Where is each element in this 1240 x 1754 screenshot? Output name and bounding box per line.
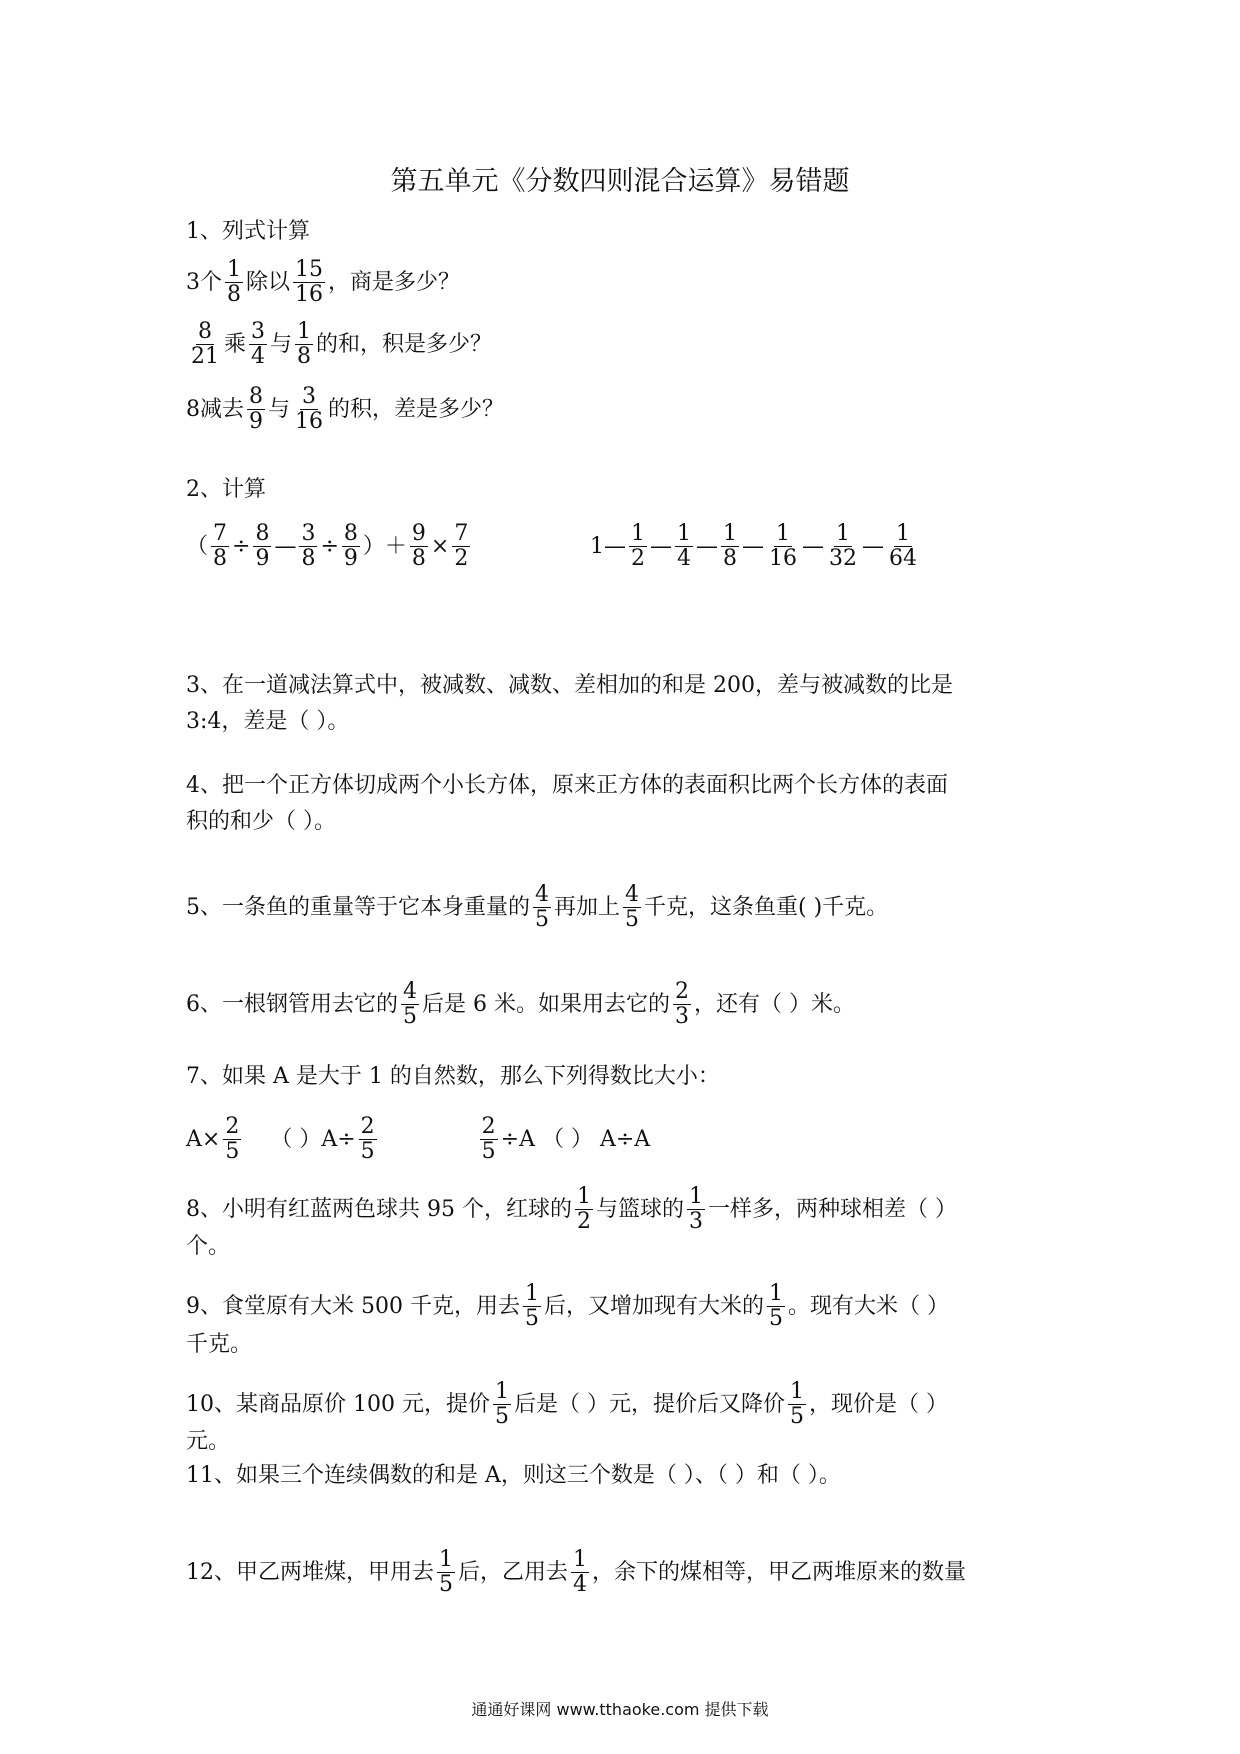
footer-source: 通通好课网 www.tthaoke.com 提供下载 [471, 1700, 769, 1719]
q12: 12、甲乙两堆煤，甲用去 $\frac{1}{5}$ 后，乙用去 $\frac{1}{4}$ ，余下的煤相等，甲乙两堆原来的数量 [186, 1547, 967, 1597]
q2-expression-2: 1— $\frac{1}{2}$ — $\frac{1}{4}$ — $\frac{1}{8}$ — $\frac{1}{16}$ — $\frac{1}{32}$ — $\frac{1}{64}$ [590, 521, 917, 571]
q6: 6、一根钢管用去它的 $\frac{4}{5}$ 后是 6 米。如果用去它的 $\frac{2}{3}$ ，还有（ ）米。 [186, 979, 855, 1029]
q1-item-c: 8减去 $\frac{8}{9}$ 与 $\frac{3}{16}$ 的积，差是多少？ [186, 384, 505, 434]
q1-item-b: $\frac{8}{21}$ 乘 $\frac{3}{4}$ 与 $\frac{1}{8}$ 的和，积是多少？ [191, 319, 493, 369]
fraction: $\frac{9}{8}$ [411, 521, 426, 571]
fraction: $\frac{1}{5}$ [439, 1547, 453, 1597]
fraction: $\frac{8}{9}$ [249, 384, 263, 434]
fraction: $\frac{1}{32}$ [829, 521, 857, 571]
q4-line-2: 积的和少（ ）。 [186, 809, 336, 834]
fraction: $\frac{3}{4}$ [251, 319, 266, 369]
q9-line-2: 千克。 [186, 1332, 253, 1357]
fraction: $\frac{1}{3}$ [689, 1184, 703, 1234]
fraction: $\frac{15}{16}$ [295, 257, 324, 307]
fraction: $\frac{8}{21}$ [191, 319, 219, 369]
fraction: $\frac{8}{9}$ [255, 521, 270, 571]
fraction: $\frac{7}{2}$ [454, 521, 469, 571]
q7-line-1: 7、如果 A 是大于 1 的自然数，那么下列得数比大小： [186, 1064, 720, 1089]
q4-line-1: 4、把一个正方体切成两个小长方体，原来正方体的表面积比两个长方体的表面 [186, 773, 948, 798]
fraction: $\frac{1}{5}$ [524, 1281, 539, 1331]
fraction: $\frac{1}{8}$ [227, 257, 241, 307]
q10-line-1: 10、某商品原价 100 元，提价 $\frac{1}{5}$ 后是（ ）元，提价后又降价 $\frac{1}{5}$ ，现价是（ ） [186, 1379, 948, 1429]
fraction: $\frac{1}{5}$ [789, 1379, 804, 1429]
q3-line-1: 3、在一道减法算式中，被减数、减数、差相加的和是 200，差与被减数的比是 [186, 673, 953, 698]
q2-heading: 2、计算 [186, 477, 266, 502]
q7-comparisons: A× $\frac{2}{5}$ （ ）A÷ $\frac{2}{5}$ $\frac{2}{5}$ ÷A （ ） A÷A [186, 1114, 651, 1164]
fraction: $\frac{1}{8}$ [723, 521, 737, 571]
fraction: $\frac{4}{5}$ [625, 882, 640, 932]
q5: 5、一条鱼的重量等于它本身重量的 $\frac{4}{5}$ 再加上 $\frac{4}{5}$ 千克，这条鱼重( )千克。 [186, 882, 889, 932]
page-title: 第五单元《分数四则混合运算》易错题 [390, 166, 850, 197]
fraction: $\frac{1}{5}$ [769, 1281, 783, 1331]
q8-line-2: 个。 [186, 1234, 231, 1259]
fraction: $\frac{1}{16}$ [769, 521, 797, 571]
fraction: $\frac{1}{64}$ [889, 521, 917, 571]
q11: 11、如果三个连续偶数的和是 A，则这三个数是（ ）、（ ）和（ ）。 [186, 1463, 841, 1488]
q1-item-a: 3个 $\frac{1}{8}$ 除以 $\frac{15}{16}$ ，商是多少？ [186, 257, 461, 307]
fraction: $\frac{2}{5}$ [360, 1114, 375, 1164]
fraction: $\frac{1}{4}$ [573, 1547, 588, 1597]
fraction: $\frac{2}{3}$ [674, 979, 689, 1029]
q9-line-1: 9、食堂原有大米 500 千克，用去 $\frac{1}{5}$ 后，又增加现有大米的 $\frac{1}{5}$ 。现有大米（ ） [186, 1281, 949, 1331]
fraction: $\frac{3}{8}$ [301, 521, 316, 571]
fraction: $\frac{7}{8}$ [213, 521, 228, 571]
fraction: $\frac{2}{5}$ [481, 1114, 496, 1164]
fraction: $\frac{3}{16}$ [295, 384, 324, 434]
fraction: $\frac{1}{4}$ [677, 521, 691, 571]
fraction: $\frac{1}{2}$ [631, 521, 645, 571]
q3-line-2: 3:4，差是（ ）。 [186, 709, 350, 734]
q8-line-1: 8、小明有红蓝两色球共 95 个，红球的 $\frac{1}{2}$ 与篮球的 $\frac{1}{3}$ 一样多，两种球相差（ ） [186, 1184, 957, 1234]
q2-expression-1: （ $\frac{7}{8}$ ÷ $\frac{8}{9}$ — $\frac{3}{8}$ ÷ $\frac{8}{9}$ ）＋ $\frac{9}{8}$ × $\frac{7}{2}$ [186, 521, 469, 571]
q10-line-2: 元。 [186, 1429, 231, 1454]
q1-heading: 1、列式计算 [186, 219, 310, 244]
fraction: $\frac{1}{5}$ [494, 1379, 509, 1429]
fraction: $\frac{1}{2}$ [576, 1184, 591, 1234]
fraction: $\frac{8}{9}$ [343, 521, 358, 571]
fraction: $\frac{4}{5}$ [403, 979, 417, 1029]
fraction: $\frac{1}{8}$ [297, 319, 312, 369]
fraction: $\frac{2}{5}$ [225, 1114, 240, 1164]
fraction: $\frac{4}{5}$ [535, 882, 549, 932]
